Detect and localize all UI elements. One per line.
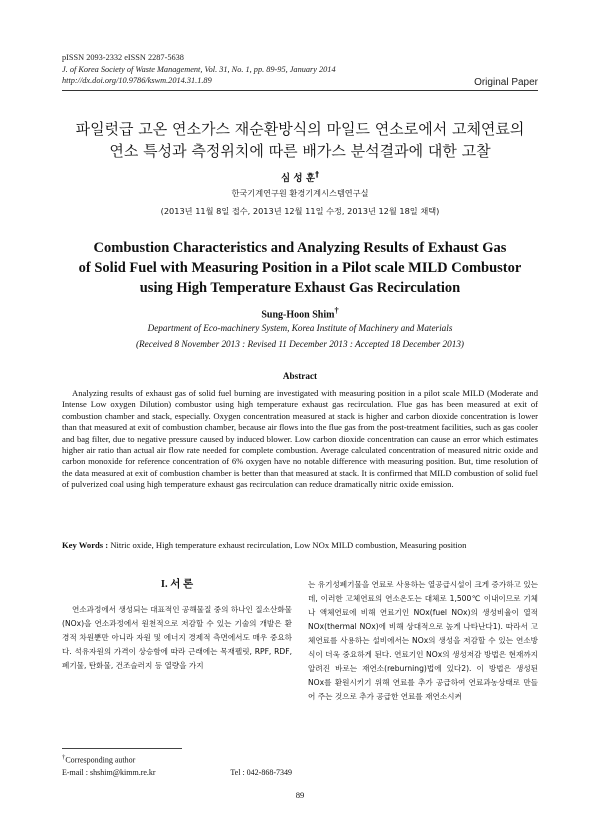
abstract-heading: Abstract [282, 371, 318, 381]
footnote [62, 752, 292, 779]
footnote-email: E-mail : shshim@kimm.re.kr [62, 767, 156, 777]
english-title-line-3: using High Temperature Exhaust Gas Recirculation [139, 280, 461, 296]
keywords-label: Key Words : [62, 540, 109, 550]
korean-author-name: 심 성 훈 [280, 173, 316, 185]
english-title [40, 238, 560, 298]
korean-author-mark: † [315, 170, 320, 179]
keywords-text: Nitric oxide, High temperature exhaust recirculation, Low NOx MILD combustion, Measuring position [110, 540, 467, 550]
footnote-tel: Tel : 042-868-7349 [230, 767, 292, 777]
korean-dates: (2013년 11월 8일 접수, 2013년 12월 11일 수정, 2013년 12월 18일 채택) [160, 206, 440, 216]
page-number: 89 [295, 790, 305, 800]
english-author-name: Sung-Hoon Shim [261, 309, 335, 321]
english-author [0, 306, 600, 320]
footnote-label: Corresponding author [65, 755, 136, 765]
right-column-text: 는 유기성폐기물을 연료로 사용하는 열공급시설이 크게 증가하고 있는데, 이러한 고체연료의 연소온도는 대체로 1,500℃ 이내이므로 기체나 액체연료에 비해 연료기인 NOx(fuel NOx)의 생성비율이 열적 NOx(thermal NOx)에 비해 상대적으로 높게 나타난다1). 따라서 고체연료를 사용하는 설비에서는 NOx의 생성을 저감할 수 있는 연소방식이 더욱 중요하게 된다. 연료기인 NOx의 생성저감 방법은 현재까지 알려진 바로는 재연소(reburning)법에 있다2). 이 방법은 생성된 NOx를 환원시키기 위해 연료를 추가 공급하여 연료과농상태로 만들어 주는 것으로 추가 공급한 연료를 재연소시켜 [308, 580, 538, 701]
english-dates: (Received 8 November 2013 : Revised 11 December 2013 : Accepted 18 December 2013) [136, 339, 464, 349]
korean-title-line-1: 파일럿급 고온 연소가스 재순환방식의 마일드 연소로에서 고체연료의 [75, 120, 525, 138]
footnote-rule [62, 748, 182, 749]
keywords [62, 540, 538, 550]
left-column [62, 603, 292, 673]
section-title: I. 서 론 [160, 579, 194, 590]
issn-line: pISSN 2093-2332 eISSN 2287-5638 [62, 53, 184, 62]
korean-title [40, 118, 560, 162]
korean-author [0, 170, 600, 184]
journal-citation: J. of Korea Society of Waste Management, Vol. 31, No. 1, pp. 89-95, January 2014 [62, 64, 336, 74]
english-title-line-2: of Solid Fuel with Measuring Position in a Pilot scale MILD Combustor [78, 260, 522, 276]
korean-affiliation: 한국기계연구원 환경기계시스템연구실 [231, 188, 369, 198]
header-rule [62, 90, 538, 91]
original-paper-badge: Original Paper [474, 77, 538, 88]
abstract-text: Analyzing results of exhaust gas of solid fuel burning are investigated with measuring position in a pilot scale MILD (Moderate and Intense Low oxygen Dilution) combustor using high temperature exhaust gas recirculation. Flue gas has been measured at exit of combustion chamber and stack, especially. Oxygen concentration measured at stack is higher and carbon dioxide concentration is lower than that measured at exit of combustion chamber, because air flows into the flue gas from the post-treatment facilities, such as gas cooler and bag filter, due to negative pressure caused by induced blower. Low carbon dioxide concentration can cause an error which estimates higher air ratio than actual air flow rate needed for complete combustion. Average calculated concentration of measured nitric oxide and carbon monoxide for reference concentration of 6% oxygen have no notable difference with measuring position. But, time resolution of the data measured at exit of combustion chamber is better than that measured at stack. It is confirmed that MILD combustion of solid fuel of pulverized coal using high temperature exhaust gas recirculation can reduce dramatically nitric oxide emission. [62, 388, 538, 490]
footnote-mark: † [62, 754, 66, 761]
doi-link[interactable]: http://dx.doi.org/10.9786/kswm.2014.31.1.89 [62, 76, 212, 85]
english-author-mark: † [334, 306, 339, 315]
english-affiliation: Department of Eco-machinery System, Korea Institute of Machinery and Materials [147, 323, 453, 333]
journal-header [62, 52, 336, 87]
english-title-line-1: Combustion Characteristics and Analyzing Results of Exhaust Gas [93, 240, 507, 256]
right-column [308, 578, 538, 704]
korean-title-line-2: 연소 특성과 측정위치에 따른 배가스 분석결과에 대한 고찰 [109, 142, 491, 160]
left-column-text: 연소과정에서 생성되는 대표적인 공해물질 중의 하나인 질소산화물(NOx)을 연소과정에서 원천적으로 저감할 수 있는 기술의 개발은 환경적 차원뿐만 아니라 자원 및 에너지 경제적 측면에서도 매우 중요하다. 석유자원의 가격이 상승함에 따라 근래에는 목재펠릿, RPF, RDF, 폐기물, 탄화물, 건조슬러지 등 열량을 가지 [62, 605, 292, 670]
